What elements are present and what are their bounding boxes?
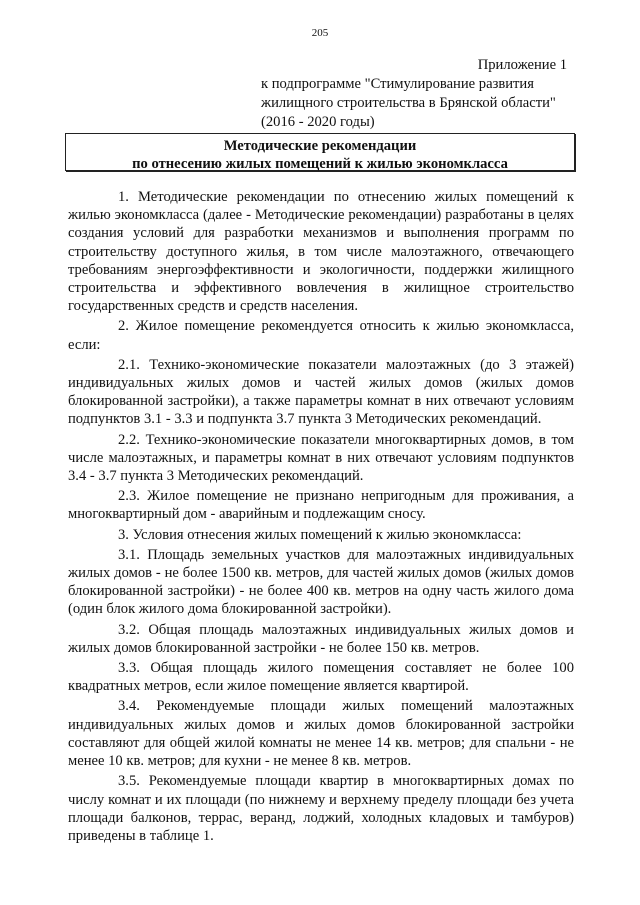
- document-body: [68, 188, 574, 847]
- paragraph-2: 2. Жилое помещение рекомендуется относить к жилью экономкласса, если:: [68, 318, 574, 353]
- page-number: 205: [311, 27, 329, 39]
- paragraph-2-3: 2.3. Жилое помещение не признано непригодным для проживания, а многоквартирный дом - аварийным и подлежащим сносу.: [68, 488, 574, 523]
- paragraph-3-5: 3.5. Рекомендуемые площади квартир в многоквартирных домах по числу комнат и их площади (по нижнему и верхнему пределу площади без учета площади балконов, террас, веранд, лоджий, холодных кладовых и тамбуров) приведены в таблице 1.: [68, 773, 574, 844]
- appendix-title: Приложение 1: [477, 57, 567, 73]
- paragraph-3-3: 3.3. Общая площадь жилого помещения составляет не более 100 квадратных метров, если жилое помещение является квартирой.: [68, 660, 574, 695]
- document-subtitle: по отнесению жилых помещений к жилью экономкласса: [132, 156, 508, 172]
- paragraph-3-1: 3.1. Площадь земельных участков для малоэтажных индивидуальных жилых домов - не более 1500 кв. метров, для частей жилых домов (жилых домов блокированной застройки) - не более 400 кв. метров на одну часть жилого дома (один блок жилого дома блокированной застройки).: [68, 546, 574, 618]
- document-title-box: [65, 133, 575, 171]
- paragraph-3-4: 3.4. Рекомендуемые площади жилых помещений малоэтажных индивидуальных жилых домов и жилых домов блокированной застройки составляют для общей жилой комнаты не менее 14 кв. метров; для спальни - не менее 10 кв. метров; для кухни - не менее 8 кв. метров.: [68, 698, 574, 770]
- appendix-subprogram-line: жилищного строительства в Брянской области": [261, 95, 556, 111]
- paragraph-2-2: 2.2. Технико-экономические показатели многоквартирных домов, в том числе малоэтажных, и параметры комнат в них отвечают условиям подпунктов 3.4 - 3.7 пункта 3 Методических рекомендаций.: [68, 431, 574, 485]
- document-title: Методические рекомендации: [223, 138, 417, 154]
- appendix-header: [261, 56, 591, 132]
- paragraph-3: 3. Условия отнесения жилых помещений к жилью экономкласса:: [118, 526, 522, 543]
- appendix-subprogram-line: к подпрограмме "Стимулирование развития: [261, 76, 534, 92]
- paragraph-3-2: 3.2. Общая площадь малоэтажных индивидуальных жилых домов и жилых домов блокированной застройки - не более 150 кв. метров.: [68, 621, 574, 656]
- appendix-period-line: (2016 - 2020 годы): [261, 114, 375, 130]
- paragraph-1: 1. Методические рекомендации по отнесению жилых помещений к жилью экономкласса (далее - Методические рекомендации) разработаны в целях создания условий для разработки механизмов и выполнения программ по строительству доступного жилья, в том числе малоэтажного, отвечающего требованиям энергоэффективности и экологичности, поддержки жилищного строительства и эффективного вовлечения в жилищное строительство государственных средств и средств населения.: [68, 189, 574, 315]
- paragraph-2-1: 2.1. Технико-экономические показатели малоэтажных (до 3 этажей) индивидуальных жилых домов и частей жилых домов (жилых домов блокированной застройки), а также параметры комнат в них отвечают условиям подпунктов 3.1 - 3.3 и подпункта 3.7 пункта 3 Методических рекомендаций.: [68, 356, 574, 428]
